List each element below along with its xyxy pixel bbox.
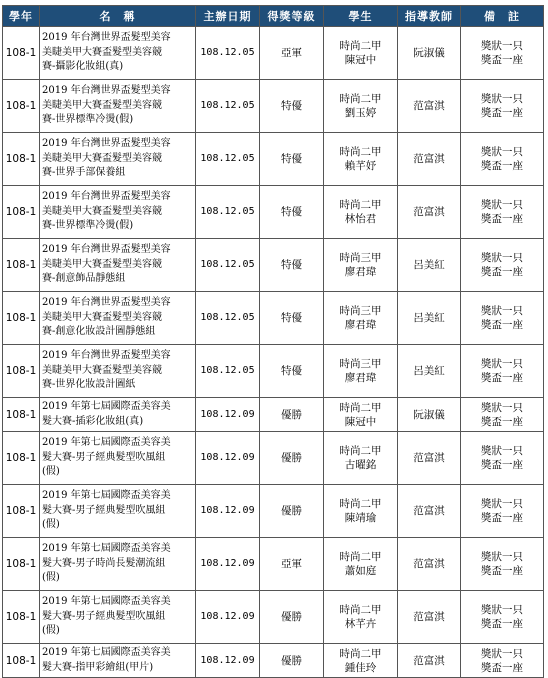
cell-line: 賽-世界標準冷燙(假) bbox=[42, 114, 134, 126]
cell-date: 108.12.09 bbox=[196, 538, 260, 591]
cell-line: 髮大賽-插彩化妝組(真) bbox=[42, 415, 144, 427]
cell-award: 特優 bbox=[260, 133, 324, 186]
table-row bbox=[3, 239, 544, 292]
cell-year: 108-1 bbox=[3, 27, 40, 80]
table-row bbox=[3, 186, 544, 239]
table-row bbox=[3, 398, 544, 432]
cell-line: 獎盃一座 bbox=[481, 266, 523, 278]
cell-line: 劉玉婷 bbox=[344, 107, 377, 119]
cell-line: 2019 年第七屆國際盃美容美 bbox=[42, 437, 171, 449]
cell-line: 美睫美甲大賽盃髮型美容競 bbox=[42, 364, 162, 376]
cell-line: 美睫美甲大賽盃髮型美容競 bbox=[42, 152, 162, 164]
cell-line: 賽-攝影化妝組(真) bbox=[42, 61, 124, 73]
cell-student bbox=[324, 644, 398, 678]
cell-line: 賴芊妤 bbox=[344, 160, 377, 172]
cell-year: 108-1 bbox=[3, 186, 40, 239]
cell-teacher: 呂美紅 bbox=[398, 345, 461, 398]
cell-award: 優勝 bbox=[260, 485, 324, 538]
cell-line: 獎狀一只 bbox=[481, 445, 523, 457]
cell-line: 時尚二甲 bbox=[339, 40, 382, 52]
cell-date: 108.12.05 bbox=[196, 80, 260, 133]
cell-date: 108.12.05 bbox=[196, 292, 260, 345]
cell-line: 獎狀一只 bbox=[481, 199, 523, 211]
cell-line: 獎狀一只 bbox=[481, 604, 523, 616]
cell-line: 美睫美甲大賽盃髮型美容競 bbox=[42, 311, 162, 323]
cell-line: 獎狀一只 bbox=[481, 498, 523, 510]
cell-line: 時尚二甲 bbox=[339, 401, 382, 414]
cell-award: 特優 bbox=[260, 239, 324, 292]
cell-teacher: 范富淇 bbox=[398, 644, 461, 678]
cell-remark bbox=[461, 538, 544, 591]
cell-line: 獎狀一只 bbox=[481, 146, 523, 158]
header-remark: 備 註 bbox=[461, 6, 544, 27]
cell-line: 時尚二甲 bbox=[339, 445, 382, 457]
cell-line: 獎盃一座 bbox=[481, 319, 523, 331]
cell-line: 2019 年台灣世界盃髮型美容 bbox=[42, 350, 171, 362]
cell-date: 108.12.09 bbox=[196, 591, 260, 644]
cell-student bbox=[324, 239, 398, 292]
table-row bbox=[3, 133, 544, 186]
cell-line: 髮大賽-男子經典髮型吹風組 bbox=[42, 610, 166, 622]
cell-award: 特優 bbox=[260, 292, 324, 345]
cell-year: 108-1 bbox=[3, 398, 40, 432]
cell-remark bbox=[461, 485, 544, 538]
cell-award: 優勝 bbox=[260, 644, 324, 678]
cell-remark bbox=[461, 398, 544, 432]
cell-year: 108-1 bbox=[3, 485, 40, 538]
cell-award: 優勝 bbox=[260, 432, 324, 485]
cell-remark bbox=[461, 292, 544, 345]
cell-award: 亞軍 bbox=[260, 27, 324, 80]
cell-line: 時尚二甲 bbox=[339, 146, 382, 158]
cell-name bbox=[40, 398, 196, 432]
cell-date: 108.12.05 bbox=[196, 133, 260, 186]
awards-table bbox=[2, 5, 544, 678]
table-row bbox=[3, 345, 544, 398]
cell-line: 獎狀一只 bbox=[481, 551, 523, 563]
cell-line: 獎狀一只 bbox=[481, 305, 523, 317]
cell-line: 陳靖瑜 bbox=[344, 512, 377, 524]
cell-student bbox=[324, 292, 398, 345]
cell-year: 108-1 bbox=[3, 239, 40, 292]
cell-line: 蕭如庭 bbox=[344, 565, 377, 577]
cell-line: 獎盃一座 bbox=[481, 107, 523, 119]
cell-name bbox=[40, 485, 196, 538]
header-name: 名 稱 bbox=[40, 6, 196, 27]
cell-line: 獎狀一只 bbox=[481, 358, 523, 370]
cell-line: 廖君瑋 bbox=[344, 372, 377, 384]
cell-line: 2019 年台灣世界盃髮型美容 bbox=[42, 138, 171, 150]
cell-line: 2019 年第七屆國際盃美容美 bbox=[42, 596, 171, 608]
cell-line: 林芊卉 bbox=[344, 618, 377, 630]
cell-line: 2019 年第七屆國際盃美容美 bbox=[42, 543, 171, 555]
cell-line: 賽-創意化妝設計圖靜態組 bbox=[42, 326, 156, 338]
table-row bbox=[3, 292, 544, 345]
cell-name bbox=[40, 133, 196, 186]
cell-line: 賽-世界化妝設計圖紙 bbox=[42, 379, 136, 391]
cell-year: 108-1 bbox=[3, 292, 40, 345]
cell-remark bbox=[461, 27, 544, 80]
cell-line: 2019 年台灣世界盃髮型美容 bbox=[42, 85, 171, 97]
cell-line: 2019 年台灣世界盃髮型美容 bbox=[42, 32, 171, 44]
cell-year: 108-1 bbox=[3, 432, 40, 485]
cell-line: 髮大賽-指甲彩繪組(甲片) bbox=[42, 661, 154, 673]
header-year: 學年 bbox=[3, 6, 40, 27]
cell-student bbox=[324, 538, 398, 591]
cell-line: 2019 年第七屆國際盃美容美 bbox=[42, 490, 171, 502]
cell-line: 時尚二甲 bbox=[339, 604, 382, 616]
cell-line: 廖君瑋 bbox=[344, 266, 377, 278]
cell-line: 美睫美甲大賽盃髮型美容競 bbox=[42, 99, 162, 111]
cell-line: (假) bbox=[42, 572, 60, 584]
cell-line: 鍾佳玲 bbox=[344, 661, 377, 674]
cell-line: 時尚三甲 bbox=[339, 252, 382, 264]
table-body bbox=[3, 27, 544, 678]
cell-name bbox=[40, 80, 196, 133]
cell-name bbox=[40, 644, 196, 678]
cell-line: 獎盃一座 bbox=[481, 618, 523, 630]
cell-line: (假) bbox=[42, 466, 60, 478]
cell-teacher: 呂美紅 bbox=[398, 292, 461, 345]
cell-remark bbox=[461, 345, 544, 398]
cell-remark bbox=[461, 80, 544, 133]
cell-name bbox=[40, 591, 196, 644]
cell-remark bbox=[461, 186, 544, 239]
cell-line: 獎盃一座 bbox=[481, 459, 523, 471]
cell-line: 廖君瑋 bbox=[344, 319, 377, 331]
cell-date: 108.12.05 bbox=[196, 239, 260, 292]
cell-line: 獎狀一只 bbox=[481, 647, 523, 660]
table-row bbox=[3, 644, 544, 678]
cell-name bbox=[40, 27, 196, 80]
cell-line: 陳冠中 bbox=[344, 54, 377, 66]
cell-name bbox=[40, 239, 196, 292]
cell-line: 賽-世界標準冷燙(假) bbox=[42, 220, 134, 232]
cell-line: 2019 年台灣世界盃髮型美容 bbox=[42, 191, 171, 203]
cell-line: 陳冠中 bbox=[344, 415, 377, 428]
table-row bbox=[3, 538, 544, 591]
cell-award: 優勝 bbox=[260, 398, 324, 432]
cell-line: 賽-創意飾品靜態組 bbox=[42, 273, 126, 285]
cell-teacher: 范富淇 bbox=[398, 186, 461, 239]
table-row bbox=[3, 432, 544, 485]
cell-teacher: 范富淇 bbox=[398, 538, 461, 591]
cell-name bbox=[40, 538, 196, 591]
cell-student bbox=[324, 133, 398, 186]
cell-line: (假) bbox=[42, 519, 60, 531]
cell-line: 獎盃一座 bbox=[481, 54, 523, 66]
cell-line: 時尚三甲 bbox=[339, 358, 382, 370]
cell-remark bbox=[461, 644, 544, 678]
cell-student bbox=[324, 485, 398, 538]
cell-award: 亞軍 bbox=[260, 538, 324, 591]
cell-line: 髮大賽-男子經典髮型吹風組 bbox=[42, 451, 166, 463]
cell-teacher: 范富淇 bbox=[398, 80, 461, 133]
cell-student bbox=[324, 432, 398, 485]
cell-line: 賽-世界手部保養組 bbox=[42, 167, 126, 179]
cell-line: 美睫美甲大賽盃髮型美容競 bbox=[42, 46, 162, 58]
cell-remark bbox=[461, 591, 544, 644]
table-row bbox=[3, 485, 544, 538]
table-header-row bbox=[3, 6, 544, 27]
cell-name bbox=[40, 432, 196, 485]
cell-line: 獎盃一座 bbox=[481, 415, 523, 428]
cell-teacher: 范富淇 bbox=[398, 432, 461, 485]
cell-line: 獎盃一座 bbox=[481, 160, 523, 172]
cell-line: 時尚三甲 bbox=[339, 305, 382, 317]
cell-line: 獎盃一座 bbox=[481, 372, 523, 384]
cell-teacher: 呂美紅 bbox=[398, 239, 461, 292]
cell-award: 特優 bbox=[260, 186, 324, 239]
cell-line: 獎狀一只 bbox=[481, 93, 523, 105]
cell-line: 2019 年第七屆國際盃美容美 bbox=[42, 647, 171, 658]
cell-line: 獎盃一座 bbox=[481, 565, 523, 577]
awards-table-container bbox=[2, 5, 544, 678]
cell-student bbox=[324, 186, 398, 239]
table-row bbox=[3, 27, 544, 80]
cell-remark bbox=[461, 133, 544, 186]
cell-remark bbox=[461, 239, 544, 292]
cell-year: 108-1 bbox=[3, 345, 40, 398]
cell-teacher: 阮淑儀 bbox=[398, 398, 461, 432]
cell-line: 髮大賽-男子時尚長髮潮流組 bbox=[42, 557, 166, 569]
cell-date: 108.12.09 bbox=[196, 432, 260, 485]
cell-line: 2019 年台灣世界盃髮型美容 bbox=[42, 297, 171, 309]
cell-line: 美睫美甲大賽盃髮型美容競 bbox=[42, 205, 162, 217]
cell-name bbox=[40, 292, 196, 345]
cell-line: 獎盃一座 bbox=[481, 512, 523, 524]
cell-teacher: 范富淇 bbox=[398, 133, 461, 186]
cell-line: 獎盃一座 bbox=[481, 661, 523, 674]
cell-award: 特優 bbox=[260, 345, 324, 398]
cell-line: 髮大賽-男子經典髮型吹風組 bbox=[42, 504, 166, 516]
cell-date: 108.12.09 bbox=[196, 485, 260, 538]
cell-line: 時尚二甲 bbox=[339, 93, 382, 105]
cell-teacher: 范富淇 bbox=[398, 591, 461, 644]
cell-award: 優勝 bbox=[260, 591, 324, 644]
cell-date: 108.12.05 bbox=[196, 27, 260, 80]
header-date: 主辦日期 bbox=[196, 6, 260, 27]
cell-line: 林怡君 bbox=[344, 213, 377, 225]
cell-student bbox=[324, 398, 398, 432]
header-student: 學生 bbox=[324, 6, 398, 27]
cell-year: 108-1 bbox=[3, 644, 40, 678]
cell-date: 108.12.05 bbox=[196, 186, 260, 239]
cell-teacher: 阮淑儀 bbox=[398, 27, 461, 80]
cell-date: 108.12.09 bbox=[196, 644, 260, 678]
cell-line: 時尚二甲 bbox=[339, 199, 382, 211]
cell-line: 時尚二甲 bbox=[339, 498, 382, 510]
cell-student bbox=[324, 27, 398, 80]
cell-student bbox=[324, 345, 398, 398]
cell-name bbox=[40, 186, 196, 239]
cell-line: 獎狀一只 bbox=[481, 401, 523, 414]
cell-date: 108.12.05 bbox=[196, 345, 260, 398]
cell-name bbox=[40, 345, 196, 398]
cell-year: 108-1 bbox=[3, 133, 40, 186]
cell-remark bbox=[461, 432, 544, 485]
cell-line: 2019 年台灣世界盃髮型美容 bbox=[42, 244, 171, 256]
cell-line: 獎盃一座 bbox=[481, 213, 523, 225]
cell-year: 108-1 bbox=[3, 591, 40, 644]
table-row bbox=[3, 80, 544, 133]
header-award: 得獎等級 bbox=[260, 6, 324, 27]
cell-line: 時尚二甲 bbox=[339, 551, 382, 563]
cell-line: (假) bbox=[42, 625, 60, 637]
cell-date: 108.12.09 bbox=[196, 398, 260, 432]
cell-student bbox=[324, 591, 398, 644]
cell-line: 時尚二甲 bbox=[339, 647, 382, 660]
cell-line: 獎狀一只 bbox=[481, 40, 523, 52]
cell-award: 特優 bbox=[260, 80, 324, 133]
cell-student bbox=[324, 80, 398, 133]
cell-line: 古曜銘 bbox=[344, 459, 377, 471]
cell-line: 美睫美甲大賽盃髮型美容競 bbox=[42, 258, 162, 270]
table-row bbox=[3, 591, 544, 644]
header-teacher: 指導教師 bbox=[398, 6, 461, 27]
cell-line: 獎狀一只 bbox=[481, 252, 523, 264]
cell-year: 108-1 bbox=[3, 538, 40, 591]
cell-line: 2019 年第七屆國際盃美容美 bbox=[42, 401, 171, 412]
cell-teacher: 范富淇 bbox=[398, 485, 461, 538]
cell-year: 108-1 bbox=[3, 80, 40, 133]
